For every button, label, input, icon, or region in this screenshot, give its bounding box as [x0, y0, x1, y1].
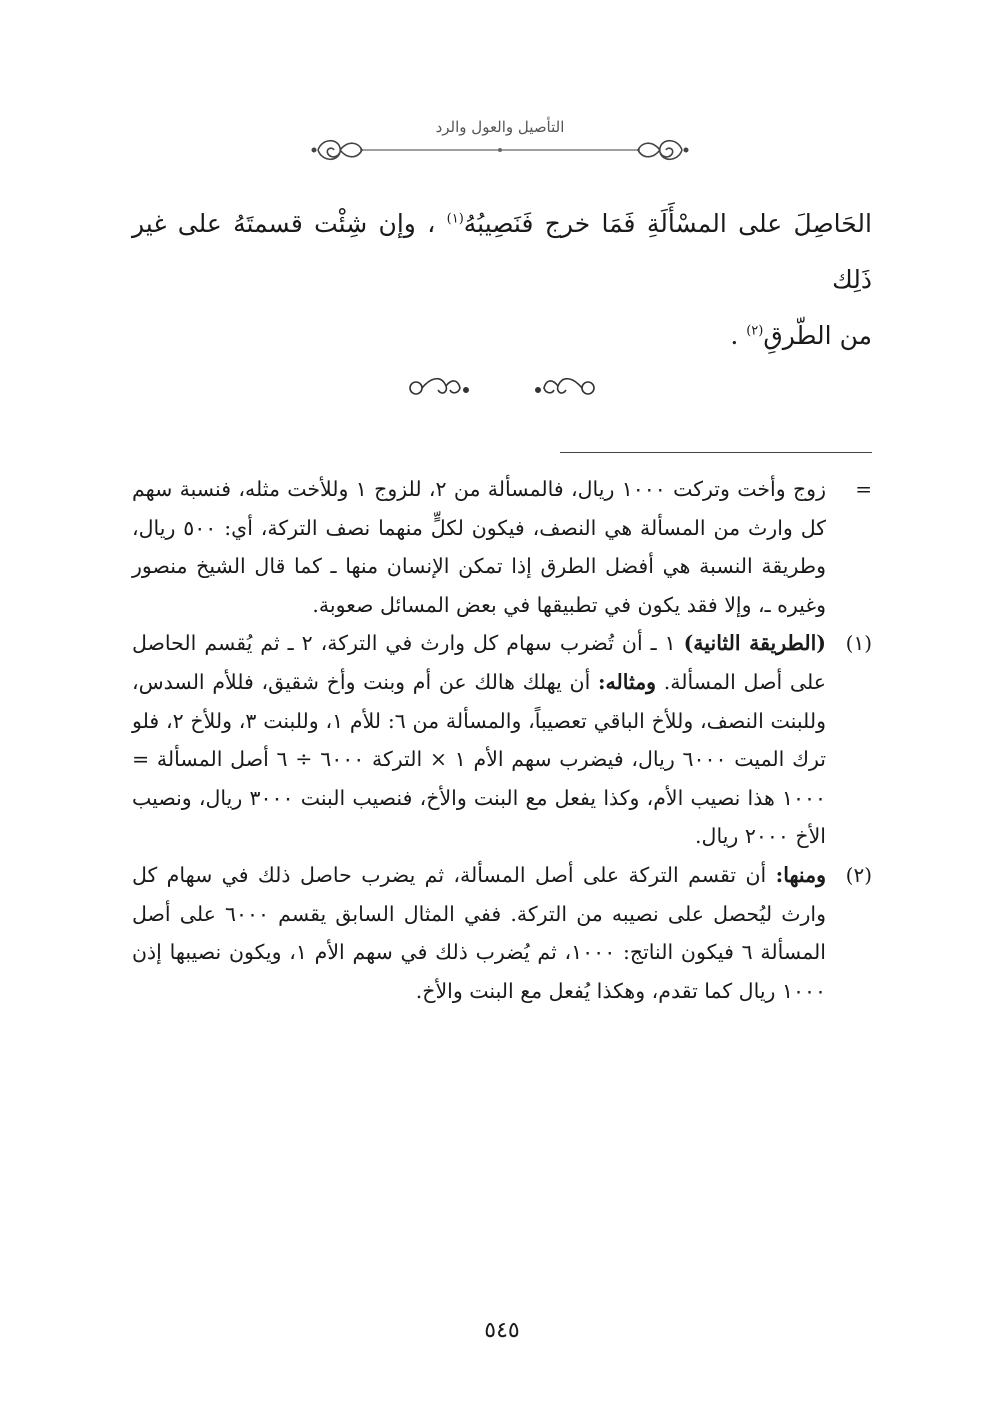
footnote-1 — [132, 624, 872, 856]
page-number: ٥٤٥ — [484, 1318, 520, 1343]
footnote-ref-2[interactable]: (٢) — [746, 323, 764, 339]
footnote-text: أن يهلك هالك عن أم وبنت وأخ شقيق، فللأم السدس، وللبنت النصف، وللأخ الباقي تعصيباً، والمسألة من ٦: للأم ١، وللبنت ٣، وللأخ ٢، فلو ترك الميت ٦٠٠٠ ريال، فيضرب سهم الأم ١ × التركة ٦٠٠٠ ÷ ٦ أصل المسألة = ١٠٠٠ هذا نصيب الأم، وكذا يفعل مع البنت والأخ، فنصيب البنت ٣٠٠٠ ريال، ونصيب الأخ ٢٠٠٠ ريال. — [132, 669, 827, 849]
footnote-text: ١ ـ أن تُضرب سهام كل وارث في التركة، ٢ ـ ثم يُقسم الحاصل على أصل المسألة. — [132, 631, 826, 694]
main-text-segment: . — [730, 321, 739, 350]
footnote-lead: ومنها: — [775, 862, 826, 887]
footnote-body — [132, 624, 826, 856]
footnote-body: زوج وأخت وتركت ١٠٠٠ ريال، فالمسألة من ٢، للزوج ١ وللأخت مثله، فنسبة سهم كل وارث من المسألة هي النصف، فيكون لكلٍّ منهما نصف التركة، أي: ٥٠٠ ريال، وطريقة النسبة هي أفضل الطرق إذا تمكن الإنسان منها ـ كما قال الشيخ منصور وغيره ـ، وإلا فقد يكون في تطبيقها في بعض المسائل صعوبة. — [132, 477, 826, 617]
footnote-2 — [132, 856, 872, 1010]
main-text — [132, 196, 872, 364]
main-text-line-2 — [132, 308, 872, 364]
main-text-segment: الحَاصِلَ على المسْأَلَةِ فَمَا خرج فَنَصِيبُهُ — [463, 209, 872, 238]
footnote-example-label: ومثاله: — [597, 669, 657, 694]
footnote-body — [132, 856, 826, 1010]
footnote-continuation — [132, 470, 872, 624]
running-header — [300, 112, 700, 172]
main-text-line-1 — [132, 196, 872, 308]
footnotes — [132, 470, 872, 1010]
footnote-marker: (١) — [845, 631, 872, 656]
footnote-ref-1[interactable]: (١) — [446, 211, 464, 227]
footnote-text: أن تقسم التركة على أصل المسألة، ثم يضرب حاصل ذلك في سهام كل وارث ليُحصل على نصيبه من التركة. ففي المثال السابق يقسم ٦٠٠٠ على أصل المسألة ٦ فيكون الناتج: ١٠٠٠، ثم يُضرب ذلك في سهم الأم ١، ويكون نصيبها إذن ١٠٠٠ ريال كما تقدم، وهكذا يُفعل مع البنت والأخ. — [132, 862, 827, 1003]
footnote-lead: (الطريقة الثانية) — [683, 631, 826, 656]
footnote-marker: (٢) — [845, 862, 872, 887]
main-text-segment: ، وإن شِئْت قسمتَهُ على غير ذَلِك — [132, 209, 872, 294]
footnote-separator — [560, 452, 872, 453]
main-text-segment: من الطّرقِ — [763, 321, 872, 350]
header-title: التأصيل والعول والرد — [435, 118, 565, 136]
header-ornament-icon — [300, 134, 700, 174]
footnote-marker: = — [855, 477, 872, 501]
section-divider-ornament-icon — [402, 368, 602, 408]
